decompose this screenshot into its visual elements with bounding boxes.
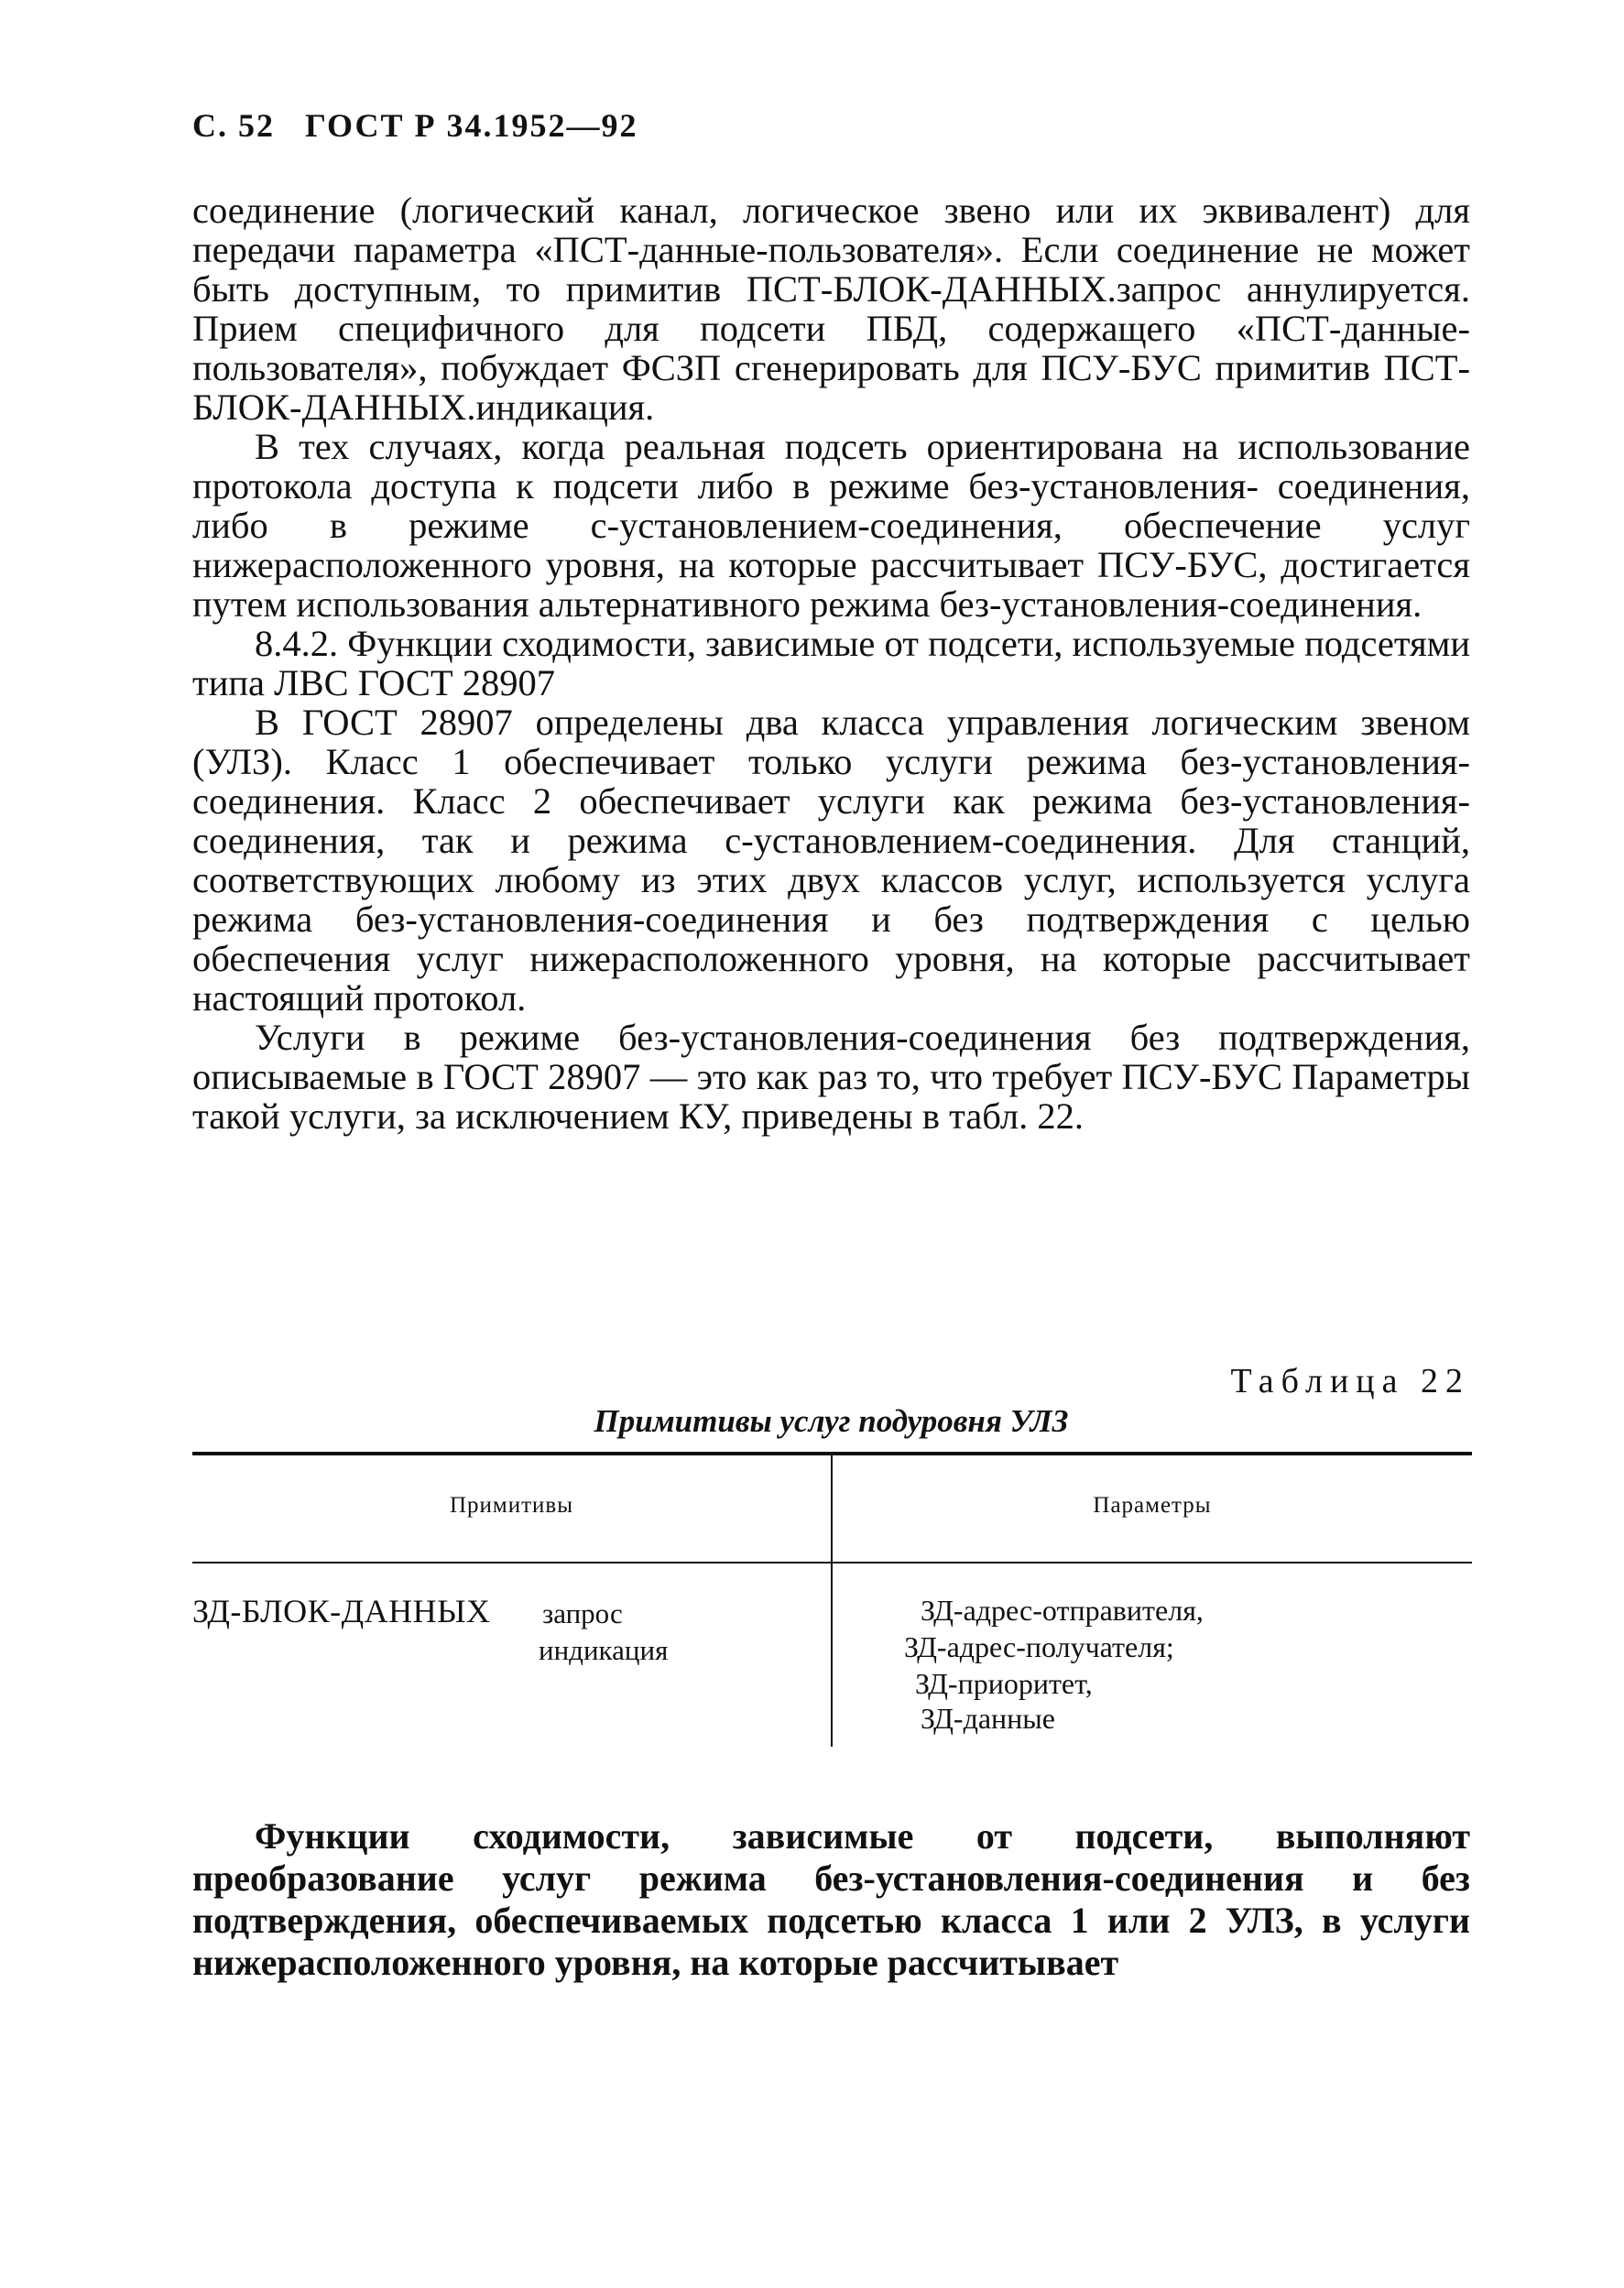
section-heading-8-4-2: 8.4.2. Функции сходимости, зависимые от подсети, используемые подсетями типа ЛВС ГОСТ 28907	[192, 623, 1470, 703]
page-header	[192, 106, 658, 145]
table-number: Таблица 22	[1230, 1362, 1470, 1400]
column-header-parameters: Параметры	[1093, 1493, 1212, 1518]
table-title: Примитивы услуг подуровня УЛЗ	[594, 1403, 1069, 1439]
primitive-kind-indication: индикация	[539, 1634, 669, 1666]
paragraph-continuation: соединение (логический канал, логическое звено или их эквивалент) для передачи параметра «ПСТ-данные-пользователя». Если соединение не может быть доступным, то примитив ПСТ-БЛОК-ДАННЫХ.запрос аннулируется. Прием специфичного для подсети ПБД, содержащего «ПСТ-данные-пользователя», побуждает ФСЗП сгенерировать для ПСУ-БУС примитив ПСТ-БЛОК-ДАННЫХ.индикация.	[192, 190, 1470, 428]
parameter-item: ЗД-приоритет,	[915, 1667, 1093, 1700]
paragraph-llc-classes: В ГОСТ 28907 определены два класса управления логическим звеном (УЛЗ). Класс 1 обеспечивает только услуги режима без-установления-соединения. Класс 2 обеспечивает услуги как режима без-установления-соединения, так и режима с-установлением-соединения. Для станций, соответствующих любому из этих двух классов услуг, используется услуга режима без-установления-соединения и без подтверждения с целью обеспечения услуг нижерасположенного уровня, на которые рассчитывает настоящий протокол.	[192, 702, 1470, 1019]
parameter-item: ЗД-адрес-получателя;	[904, 1630, 1174, 1663]
paragraph-convergence-functions: Функции сходимости, зависимые от подсети, выполняют преобразование услуг режима без-установления-соединения и без подтверждения, обеспечиваемых подсетью класса 1 или 2 УЛЗ, в услуги нижерасположенного уровня, на которые рассчитывает	[192, 1815, 1470, 1983]
column-header-primitives: Примитивы	[449, 1493, 574, 1518]
primitive-kind-request: запрос	[542, 1597, 623, 1629]
closing-text	[192, 1815, 1470, 1984]
main-text	[192, 191, 1470, 1136]
paragraph-unacknowledged-service: Услуги в режиме без-установления-соединения без подтверждения, описываемые в ГОСТ 28907 — это как раз то, что требует ПСУ-БУС Параметры такой услуги, за исключением КУ, приведены в табл. 22.	[192, 1017, 1470, 1137]
parameter-item: ЗД-данные	[921, 1702, 1055, 1735]
standard-designation: ГОСТ Р 34.1952—92	[305, 107, 638, 144]
page-number: С. 52	[192, 107, 275, 144]
parameter-item: ЗД-адрес-отправителя,	[921, 1594, 1204, 1627]
primitive-name: ЗД-БЛОК-ДАННЫХ	[192, 1593, 491, 1629]
paragraph-subnet-modes: В тех случаях, когда реальная подсеть ориентирована на использование протокола доступа к подсети либо в режиме без-установления- соединения, либо в режиме с-установлением-соединения, обеспечение услуг нижерасположенного уровня, на которые рассчитывает ПСУ-БУС, достигается путем использования альтернативного режима без-установления-соединения.	[192, 426, 1470, 625]
table-header-rule	[192, 1562, 1472, 1563]
